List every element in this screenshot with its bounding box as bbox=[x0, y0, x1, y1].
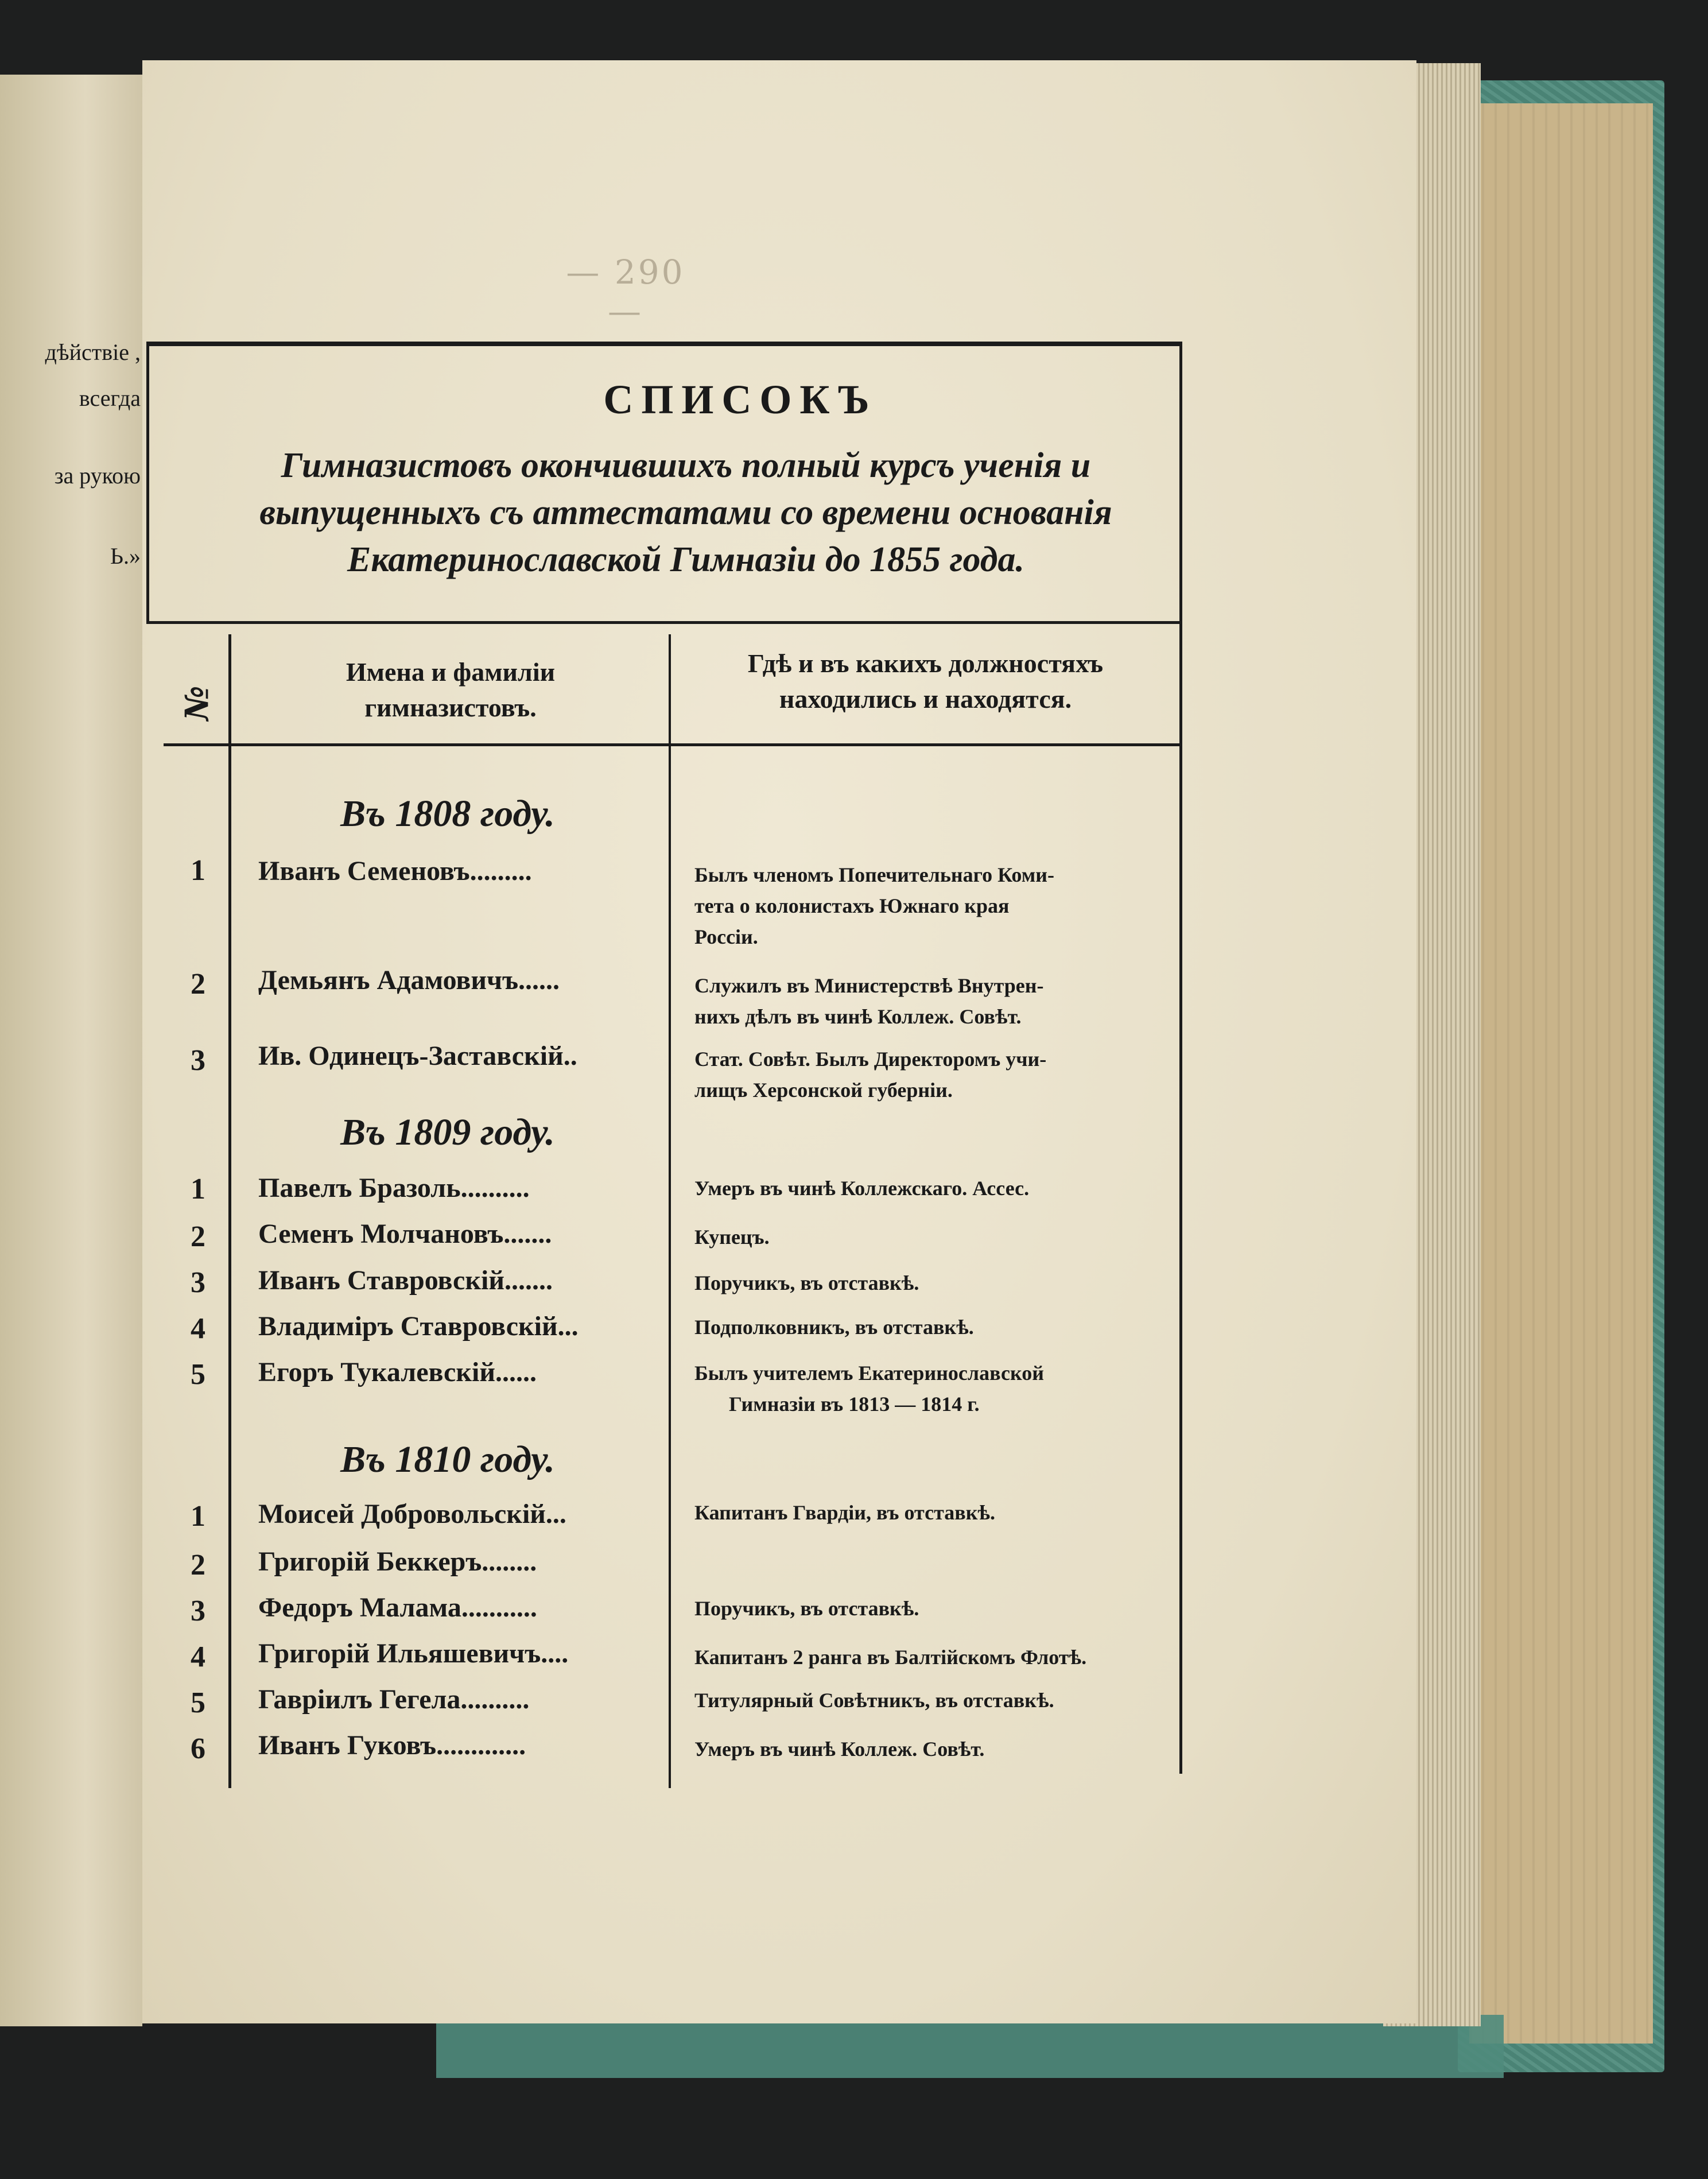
row-number: 2 bbox=[191, 1549, 205, 1581]
position-line: Былъ членомъ Попечительнаго Коми- bbox=[694, 863, 1054, 886]
cover-bottom-edge bbox=[436, 2015, 1504, 2078]
header-bottom-rule bbox=[164, 743, 1182, 746]
year-heading: Въ 1810 году. bbox=[340, 1439, 555, 1480]
column-rule-name bbox=[669, 634, 671, 1788]
list-title: СПИСОКЪ bbox=[603, 377, 878, 422]
student-name: Семенъ Молчановъ....... bbox=[258, 1219, 552, 1249]
student-position bbox=[694, 1173, 1200, 1204]
table-top-rule bbox=[146, 342, 1182, 346]
student-position bbox=[694, 1642, 1200, 1673]
student-position bbox=[694, 1044, 1200, 1106]
position-line: Купецъ. bbox=[694, 1226, 770, 1249]
left-page-fragment: Ь.» bbox=[110, 543, 141, 569]
row-number: 3 bbox=[191, 1266, 205, 1299]
student-name: Ив. Одинецъ-Заставскій.. bbox=[258, 1041, 577, 1071]
student-name: Павелъ Бразоль.......... bbox=[258, 1173, 530, 1203]
position-line: Россіи. bbox=[694, 925, 758, 948]
row-number: 5 bbox=[191, 1686, 205, 1719]
subtitle-line: Гимназистовъ окончившихъ полный курсъ ученія и bbox=[281, 446, 1091, 485]
position-line: Поручикъ, въ отставкѣ. bbox=[694, 1597, 919, 1620]
student-name: Иванъ Гуковъ............. bbox=[258, 1730, 526, 1761]
student-position bbox=[694, 970, 1200, 1032]
row-number: 1 bbox=[191, 854, 205, 887]
header-top-rule bbox=[146, 621, 1182, 624]
row-number: 3 bbox=[191, 1595, 205, 1627]
page-number: — 290 — bbox=[566, 253, 685, 331]
student-position bbox=[694, 1312, 1200, 1343]
student-position bbox=[694, 1497, 1200, 1528]
position-line: Капитанъ Гвардіи, въ отставкѣ. bbox=[694, 1501, 996, 1524]
student-name: Моисей Добровольскій... bbox=[258, 1499, 566, 1529]
row-number: 2 bbox=[191, 1220, 205, 1253]
header-positions-line: находились и находятся. bbox=[779, 684, 1072, 714]
student-position bbox=[694, 1267, 1200, 1298]
position-line: Умеръ въ чинѣ Коллеж. Совѣт. bbox=[694, 1738, 985, 1761]
header-positions-line: Гдѣ и въ какихъ должностяхъ bbox=[747, 649, 1104, 678]
position-line: Стат. Совѣт. Былъ Директоромъ учи- bbox=[694, 1048, 1047, 1071]
position-line: Капитанъ 2 ранга въ Балтійскомъ Флотѣ. bbox=[694, 1646, 1087, 1669]
row-number: 1 bbox=[191, 1500, 205, 1533]
row-number: 6 bbox=[191, 1732, 205, 1765]
student-name: Владиміръ Ставровскій... bbox=[258, 1311, 579, 1341]
subtitle-line: Екатеринославской Гимназіи до 1855 года. bbox=[347, 540, 1024, 579]
student-name: Иванъ Семеновъ......... bbox=[258, 856, 532, 886]
student-name: Егоръ Тукалевскій...... bbox=[258, 1357, 537, 1387]
position-line: Былъ учителемъ Екатеринославской bbox=[694, 1362, 1044, 1385]
position-line: Подполковникъ, въ отставкѣ. bbox=[694, 1316, 974, 1339]
position-line: Титулярный Совѣтникъ, въ отставкѣ. bbox=[694, 1689, 1054, 1712]
row-number: 4 bbox=[191, 1312, 205, 1345]
student-position bbox=[694, 1685, 1200, 1716]
header-names bbox=[232, 654, 669, 726]
year-heading: Въ 1809 году. bbox=[340, 1111, 555, 1153]
position-line: Умеръ въ чинѣ Коллежскаго. Ассес. bbox=[694, 1177, 1030, 1200]
header-names-line: гимназистовъ. bbox=[364, 693, 537, 722]
header-number bbox=[165, 669, 228, 738]
student-name: Гавріилъ Гегела.......... bbox=[258, 1684, 530, 1715]
student-position bbox=[694, 859, 1200, 952]
position-line: тета о колонистахъ Южнаго края bbox=[694, 894, 1010, 917]
position-line: лищъ Херсонской губерніи. bbox=[694, 1079, 953, 1102]
student-position bbox=[694, 1358, 1200, 1420]
position-line: Служилъ въ Министерствѣ Внутрен- bbox=[694, 974, 1044, 997]
position-line: нихъ дѣлъ въ чинѣ Коллеж. Совѣт. bbox=[694, 1005, 1022, 1028]
header-names-line: Имена и фамиліи bbox=[346, 657, 556, 687]
left-page-fragment: за рукою bbox=[54, 463, 141, 488]
student-name: Демьянъ Адамовичъ...... bbox=[258, 965, 560, 995]
row-number: 3 bbox=[191, 1044, 205, 1077]
student-name: Григорій Беккеръ........ bbox=[258, 1546, 537, 1577]
left-page bbox=[0, 75, 142, 2026]
header-positions bbox=[671, 646, 1179, 717]
subtitle-line: выпущенныхъ съ аттестатами со времени основанія bbox=[259, 493, 1112, 532]
position-line: Поручикъ, въ отставкѣ. bbox=[694, 1271, 919, 1294]
number-sign: № bbox=[178, 685, 216, 721]
left-page-fragment: всегда bbox=[79, 385, 141, 411]
student-name: Иванъ Ставровскій....... bbox=[258, 1265, 553, 1296]
row-number: 4 bbox=[191, 1641, 205, 1673]
student-position bbox=[694, 1734, 1200, 1765]
student-position bbox=[694, 1593, 1200, 1624]
row-number: 2 bbox=[191, 968, 205, 1001]
row-number: 1 bbox=[191, 1173, 205, 1205]
student-position bbox=[694, 1222, 1200, 1253]
student-name: Григорій Ильяшевичъ.... bbox=[258, 1638, 569, 1669]
cover-board bbox=[1469, 103, 1653, 2044]
position-line: Гимназіи въ 1813 — 1814 г. bbox=[729, 1393, 980, 1416]
row-number: 5 bbox=[191, 1358, 205, 1391]
student-name: Федоръ Малама........... bbox=[258, 1592, 537, 1623]
list-subtitle bbox=[172, 442, 1200, 583]
left-page-fragment: дѣйствіе , bbox=[45, 339, 141, 365]
year-heading: Въ 1808 году. bbox=[340, 793, 555, 835]
